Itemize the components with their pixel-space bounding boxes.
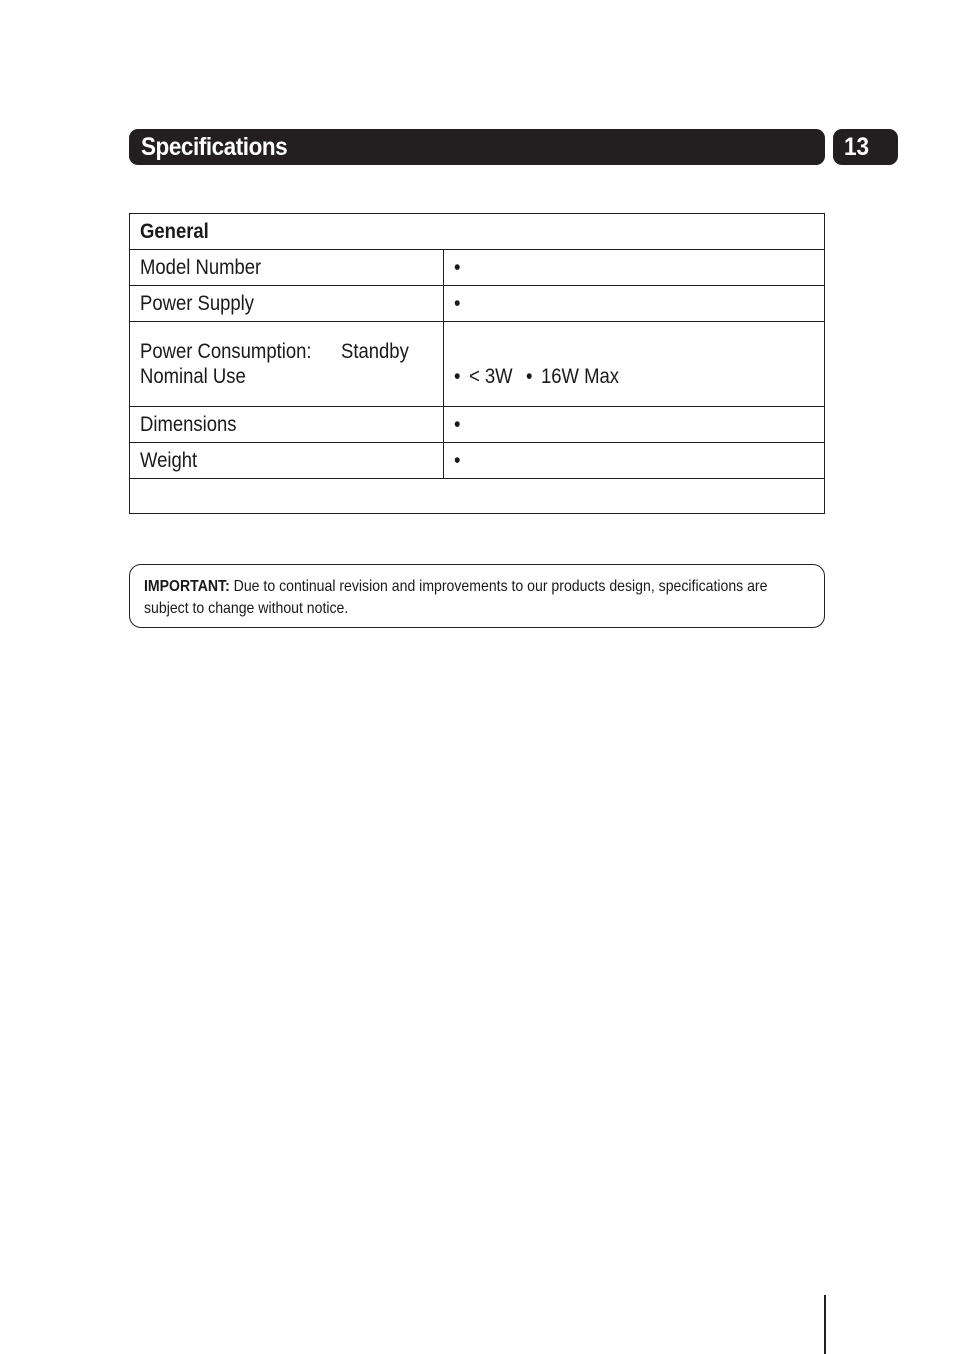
empty-cell [130,479,825,514]
value-cell [444,407,825,443]
row-value-standby: < 3W [468,365,513,388]
table-row-dimensions [130,407,825,443]
bullet-icon: • [454,256,461,279]
section-title-bar [129,129,825,165]
table-row-power-supply [130,286,825,322]
label-cell [130,322,444,407]
label-cell [130,250,444,286]
label-cell [130,443,444,479]
label-cell [130,407,444,443]
row-label: Weight [140,449,198,472]
value-cell [444,322,825,407]
row-sublabel-standby: Standby [340,340,409,363]
page-number-tab [833,129,898,165]
bullet-icon: • [454,365,461,388]
notice-text: Due to continual revision and improvements to our products design, specifications are subject to change without notice. [144,578,768,617]
row-label: Power Consumption: [140,340,312,363]
important-notice [129,564,825,628]
table-row-weight [130,443,825,479]
page-number: 13 [844,132,870,161]
notice-label: IMPORTANT: [144,578,230,595]
page-title: Specifications [141,132,288,161]
table-row-empty [130,479,825,514]
specifications-table [129,213,825,514]
row-label: Model Number [140,256,262,279]
label-cell [130,286,444,322]
bullet-icon: • [454,449,461,472]
page-edge-marker [824,1295,826,1354]
bullet-icon: • [526,365,533,388]
row-label: Power Supply [140,292,255,315]
section-heading-cell [130,214,825,250]
table-header-row [130,214,825,250]
row-sublabel-nominal-use: Nominal Use [140,365,246,388]
table-row-model-number [130,250,825,286]
value-cell [444,286,825,322]
bullet-icon: • [454,413,461,436]
value-cell [444,250,825,286]
table-row-power-consumption [130,322,825,407]
section-heading: General [140,220,209,243]
value-cell [444,443,825,479]
row-label: Dimensions [140,413,237,436]
row-value-nominal-use: 16W Max [541,365,620,388]
bullet-icon: • [454,292,461,315]
